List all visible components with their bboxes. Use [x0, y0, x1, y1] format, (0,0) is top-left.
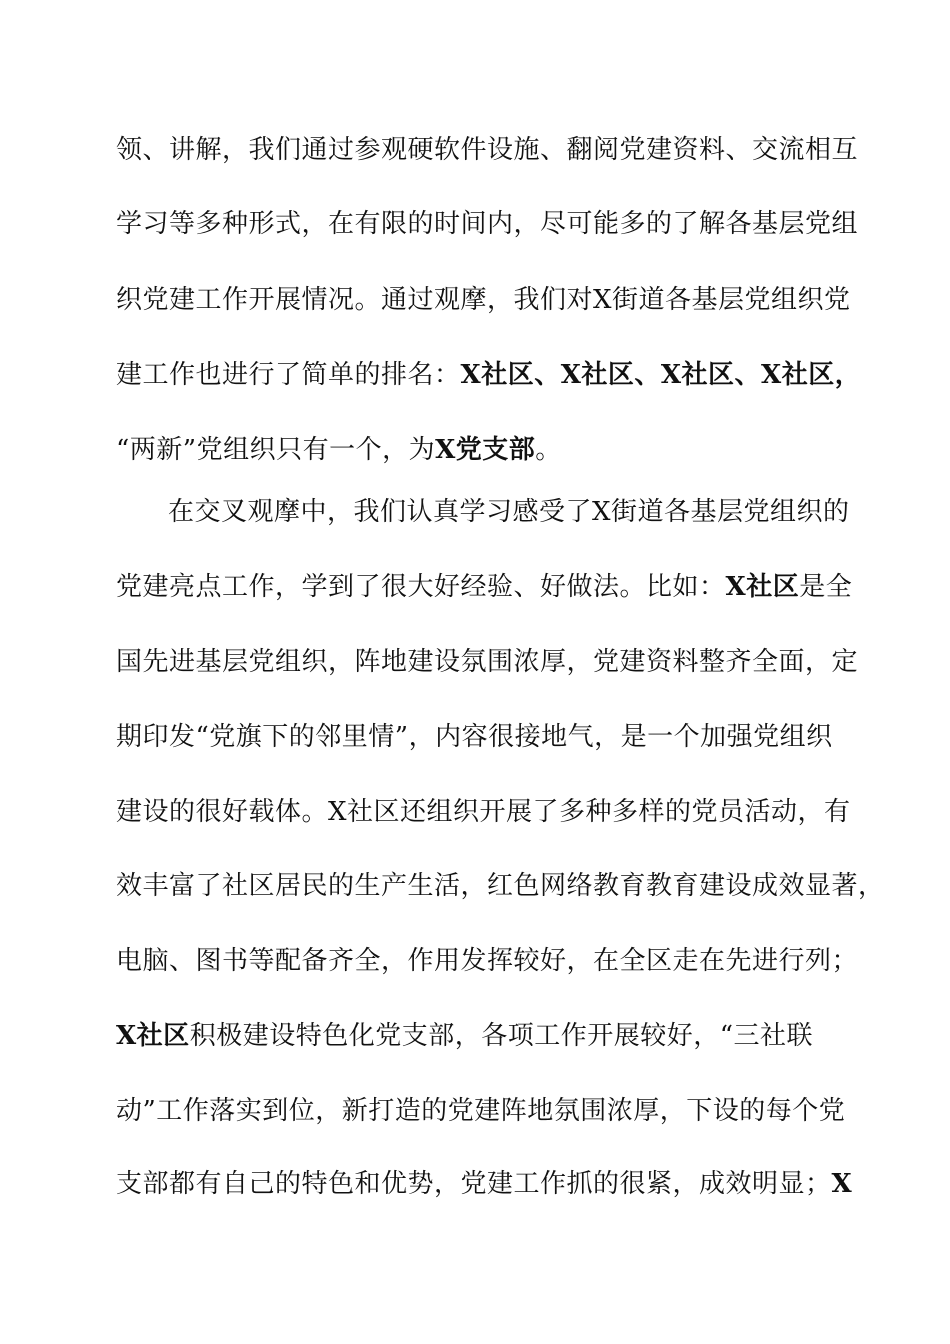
line-text: 电脑、图书等配备齐全，作用发挥较好，在全区走在先进行列； — [116, 946, 859, 976]
line-text: 在交叉观摩中，我们认真学习感受了X街道各基层党组织的 — [168, 497, 850, 527]
line-text: 是全 — [799, 572, 853, 602]
body-line-12 — [116, 941, 859, 981]
body-line-3 — [116, 280, 851, 320]
line-text: 支部都有自己的特色和优势，党建工作抓的很紧，成效明显； — [116, 1169, 832, 1199]
line-text: 建工作也进行了简单的排名： — [116, 360, 461, 390]
body-line-9 — [116, 717, 836, 757]
body-line-1 — [116, 130, 859, 170]
body-line-10 — [116, 792, 851, 832]
body-line-8 — [116, 642, 859, 682]
body-line-4 — [116, 355, 862, 395]
line-text: 领、讲解，我们通过参观硬软件设施、翻阅党建资料、交流相互 — [116, 135, 859, 165]
line-text: 期印发“党旗下的邻里情”，内容很接地气，是一个加强党组织 — [116, 722, 833, 752]
body-line-5 — [116, 430, 836, 470]
line-text: 学习等多种形式，在有限的时间内，尽可能多的了解各基层党组 — [116, 209, 859, 239]
community-name: X社区 — [116, 1021, 190, 1051]
line-text: 动”工作落实到位，新打造的党建阵地氛围浓厚，下设的每个党 — [116, 1096, 846, 1126]
body-line-7 — [116, 567, 853, 607]
line-text: 织党建工作开展情况。通过观摩，我们对X街道各基层党组织党 — [116, 285, 851, 315]
community-ranking: X社区、X社区、X社区、X社区， — [460, 360, 862, 390]
line-text: 党建亮点工作，学到了很大好经验、好做法。比如： — [116, 572, 726, 602]
line-text: 。 — [535, 435, 562, 465]
community-name: X — [831, 1169, 853, 1199]
line-text: “两新”党组织只有一个，为 — [116, 435, 436, 465]
body-line-13 — [116, 1016, 836, 1056]
line-text: 国先进基层党组织，阵地建设氛围浓厚，党建资料整齐全面，定 — [116, 647, 859, 677]
body-line-15 — [116, 1164, 853, 1204]
body-line-6 — [168, 492, 850, 532]
line-text: 积极建设特色化党支部，各项工作开展较好，“三社联 — [189, 1021, 813, 1051]
body-line-11 — [116, 866, 885, 906]
community-name: X社区 — [725, 572, 800, 602]
body-line-14 — [116, 1091, 846, 1131]
body-line-2 — [116, 204, 859, 244]
line-text: 建设的很好载体。X社区还组织开展了多种多样的党员活动，有 — [116, 797, 851, 827]
line-text: 效丰富了社区居民的生产生活，红色网络教育教育建设成效显著， — [116, 871, 885, 901]
party-branch-name: X党支部 — [435, 435, 536, 465]
